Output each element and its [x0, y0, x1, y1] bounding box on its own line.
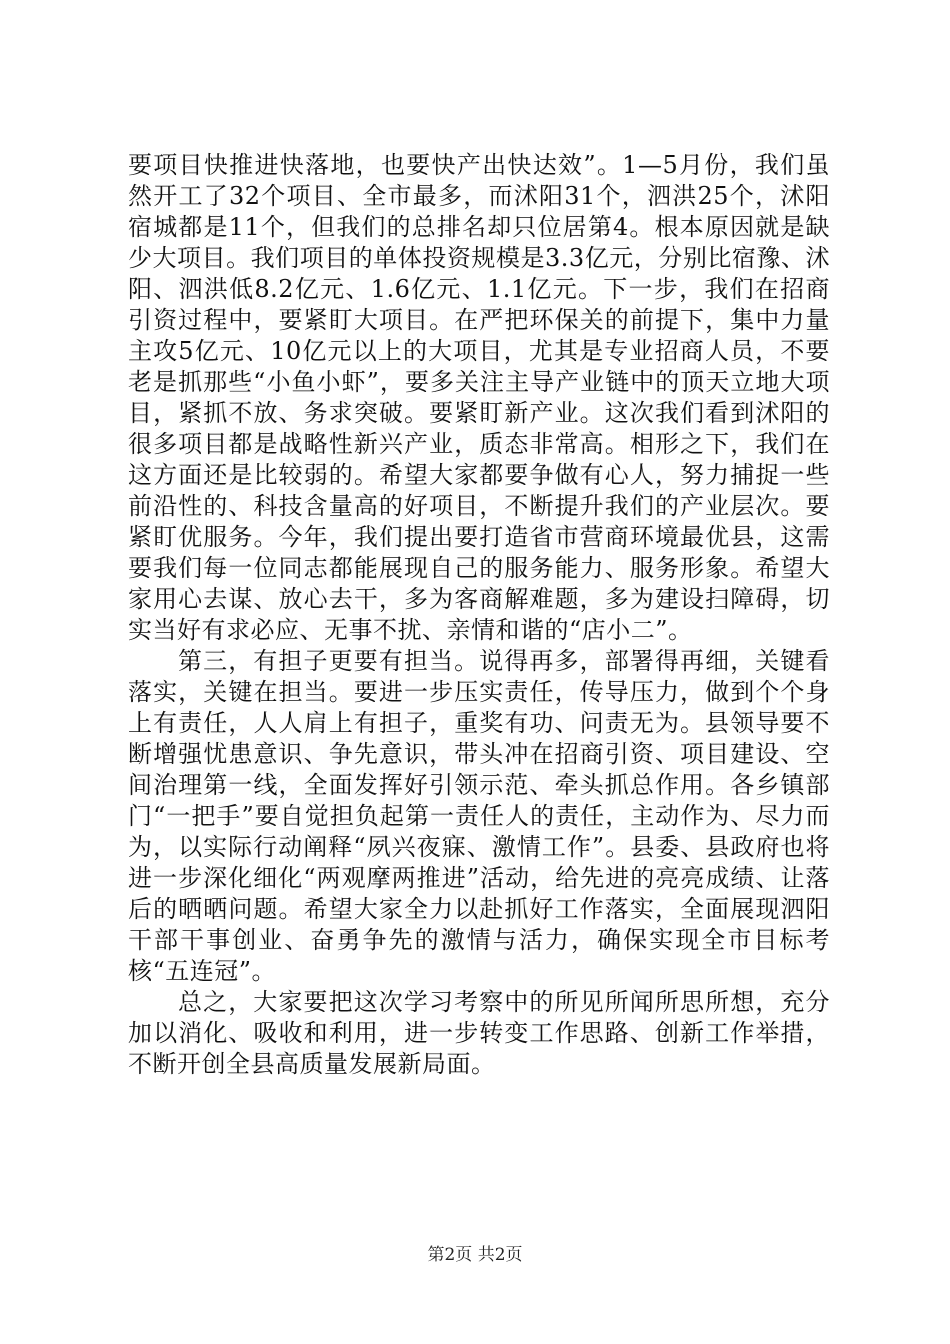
paragraph-3: 总之，大家要把这次学习考察中的所见所闻所思所想，充分加以消化、吸收和利用，进一步转变工作思路、创新工作举措，不断开创全县高质量发展新局面。 [128, 988, 830, 1078]
page-number-footer: 第2页 共2页 [427, 1245, 523, 1265]
paragraph-2: 第三，有担子更要有担当。说得再多，部署得再细，关键看落实，关键在担当。要进一步压实责任，传导压力，做到个个身上有责任，人人肩上有担子，重奖有功、问责无为。县领导要不断增强忧患意识、争先意识，带头冲在招商引资、项目建设、空间治理第一线，全面发挥好引领示范、牵头抓总作用。各乡镇部门“一把手”要自觉担负起第一责任人的责任，主动作为、尽力而为，以实际行动阐释“夙兴夜寐、激情工作”。县委、县政府也将进一步深化细化“两观摩两推进”活动，给先进的亮亮成绩、让落后的晒晒问题。希望大家全力以赴抓好工作落实，全面展现泗阳干部干事创业、奋勇争先的激情与活力，确保实现全市目标考核“五连冠”。 [128, 647, 830, 985]
document-body [128, 150, 830, 1080]
paragraph-1: 要项目快推进快落地，也要快产出快达效”。1—5月份，我们虽然开工了32个项目、全市最多，而沭阳31个，泗洪25个，沭阳宿城都是11个，但我们的总排名却只位居第4。根本原因就是缺少大项目。我们项目的单体投资规模是3.3亿元，分别比宿豫、沭阳、泗洪低8.2亿元、1.6亿元、1.1亿元。下一步，我们在招商引资过程中，要紧盯大项目。在严把环保关的前提下，集中力量主攻5亿元、10亿元以上的大项目，尤其是专业招商人员，不要老是抓那些“小鱼小虾”，要多关注主导产业链中的顶天立地大项目，紧抓不放、务求突破。要紧盯新产业。这次我们看到沭阳的很多项目都是战略性新兴产业，质态非常高。相形之下，我们在这方面还是比较弱的。希望大家都要争做有心人，努力捕捉一些前沿性的、科技含量高的好项目，不断提升我们的产业层次。要紧盯优服务。今年，我们提出要打造省市营商环境最优县，这需要我们每一位同志都能展现自己的服务能力、服务形象。希望大家用心去谋、放心去干，多为客商解难题，多为建设扫障碍，切实当好有求必应、无事不扰、亲情和谐的“店小二”。 [128, 151, 830, 644]
